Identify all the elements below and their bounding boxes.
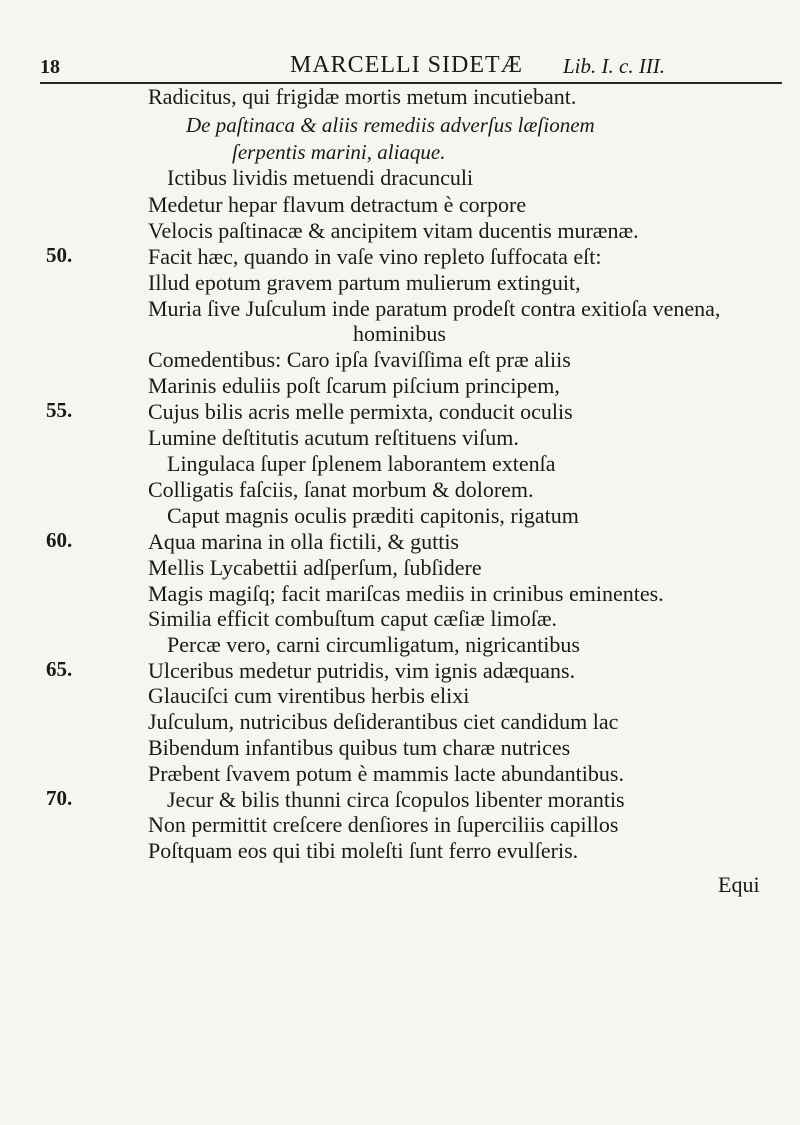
text-line: Bibendum infantibus quibus tum charæ nutrices	[148, 735, 571, 760]
text-line: Similia efficit combuſtum caput cæſiæ limoſæ.	[148, 606, 557, 631]
line-number: 50.	[46, 243, 73, 267]
line-number: 65.	[46, 657, 73, 681]
line-number: 55.	[46, 398, 73, 422]
running-title: MARCELLI SIDETÆ	[290, 52, 523, 78]
text-line: Ulceribus medetur putridis, vim ignis adæquans.	[148, 658, 576, 683]
text-line: Ictibus lividis metuendi dracunculi	[167, 165, 474, 190]
text-line: Marinis eduliis poſt ſcarum piſcium principem,	[148, 373, 560, 398]
text-line: Muria ſive Juſculum inde paratum prodeſt contra exitioſa venena,	[148, 296, 721, 321]
text-line: hominibus	[353, 321, 446, 346]
text-line: Mellis Lycabettii adſperſum, ſubſidere	[148, 555, 482, 580]
section-heading: De paſtinaca & aliis remediis adverſus læſionem	[186, 113, 595, 137]
text-line: Aqua marina in olla fictili, & guttis	[148, 529, 459, 554]
text-line: Lumine deſtitutis acutum reſtituens viſum.	[148, 425, 519, 450]
line-number: 70.	[46, 786, 73, 810]
text-line: Medetur hepar flavum detractum è corpore	[148, 192, 527, 217]
text-line: Percæ vero, carni circumligatum, nigricantibus	[167, 632, 580, 657]
text-line: Poſtquam eos qui tibi moleſti ſunt ferro evulſeris.	[148, 838, 579, 863]
text-line: Facit hæc, quando in vaſe vino repleto ſuffocata eſt:	[148, 244, 602, 269]
text-line: Colligatis faſciis, ſanat morbum & dolorem.	[148, 477, 534, 502]
page-number: 18	[40, 56, 60, 78]
text-line: Præbent ſvavem potum è mammis lacte abundantibus.	[148, 761, 624, 786]
text-line: Comedentibus: Caro ipſa ſvaviſſima eſt præ aliis	[148, 347, 571, 372]
page-header	[40, 50, 782, 84]
text-line: Caput magnis oculis præditi capitonis, rigatum	[167, 503, 579, 528]
book-reference: Lib. I. c. III.	[563, 54, 666, 78]
text-line: Velocis paſtinacæ & ancipitem vitam ducentis murænæ.	[148, 218, 639, 243]
text-line: Illud epotum gravem partum mulierum extinguit,	[148, 270, 581, 295]
text-line: Cujus bilis acris melle permixta, conducit oculis	[148, 399, 573, 424]
text-line: Lingulaca ſuper ſplenem laborantem extenſa	[167, 451, 556, 476]
catchword: Equi	[718, 872, 760, 897]
text-line: Jecur & bilis thunni circa ſcopulos libenter morantis	[167, 787, 625, 812]
text-line: Glauciſci cum virentibus herbis elixi	[148, 683, 470, 708]
line-number: 60.	[46, 528, 73, 552]
text-line: Non permittit creſcere denſiores in ſuperciliis capillos	[148, 812, 619, 837]
text-line: Juſculum, nutricibus deſiderantibus ciet candidum lac	[148, 709, 619, 734]
text-line: Radicitus, qui frigidæ mortis metum incutiebant.	[148, 84, 577, 109]
section-heading: ſerpentis marini, aliaque.	[232, 140, 446, 164]
text-line: Magis magiſq; facit mariſcas mediis in crinibus eminentes.	[148, 581, 664, 606]
